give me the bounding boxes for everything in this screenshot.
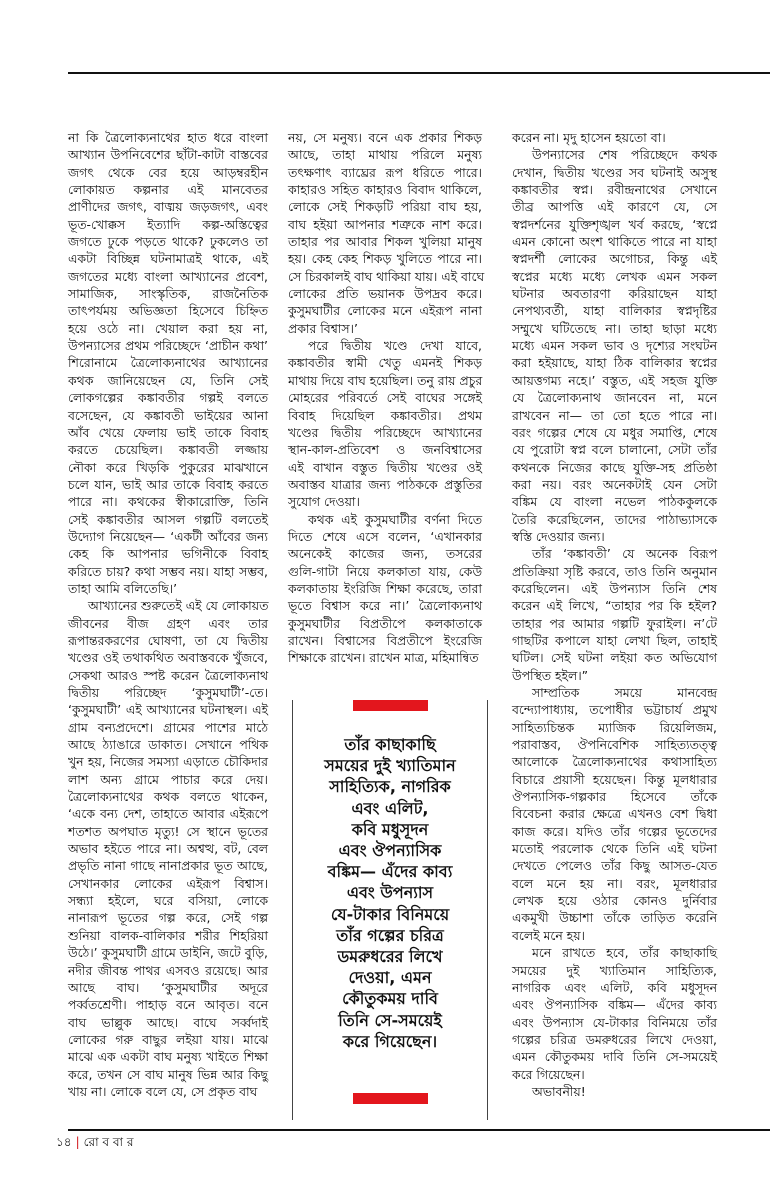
text-line: ঔপন্যাসিক-গল্পকার হিসেবে তাঁকে: [512, 789, 717, 805]
text-line: যে ত্রৈলোক্যনাথ জানবেন না, মনে: [512, 390, 717, 406]
text-line: খণ্ডের দ্বিতীয় পরিচ্ছেদে আখ্যানের: [288, 424, 482, 440]
text-line: কথক এই কুসুমঘাটীর বর্ণনা দিতে: [308, 511, 482, 527]
text-line: করা নয়। বরং অনেকটাই যেন সেটা: [512, 476, 717, 492]
pull-quote-line: ডমরুধরের লিখে: [337, 947, 443, 967]
text-line: স্বপ্নদর্শী লোকের অগোচর, কিন্তু এই: [512, 251, 717, 267]
text-line: পারে না। কথকের স্বীকারোক্তি, তিনি: [68, 494, 268, 510]
text-line: নাগরিক এবং এলিট, কবি মধুসূদন: [512, 979, 717, 995]
text-line: সুযোগ দেওয়া।: [288, 494, 360, 510]
text-line: হয়। কেহ কেহ শিকড় খুলিতে পারে না।: [288, 251, 482, 267]
text-line: রূপান্তরকরণের ঘোষণা, তা যে দ্বিতীয়: [68, 632, 268, 648]
text-line: এবং ঔপন্যাসিক বঙ্কিম— এঁদের কাব্য: [512, 997, 717, 1013]
pull-quote-line: তাঁর কাছাকাছি: [344, 735, 436, 754]
text-line: অভাব হইতে পারে না। অশ্বত্থ, বট, বেল: [68, 841, 268, 857]
pull-quote-bottom-bar: [353, 1093, 428, 1104]
text-line: বাঘ হইয়া আপনার শত্রুকে নাশ করে।: [288, 216, 482, 232]
pull-quote-line: এবং উপন্যাস: [346, 883, 434, 903]
text-line: সময়ের দুই খ্যাতিমান সাহিত্যিক,: [512, 962, 717, 978]
text-line: সাহিত্যচিন্তক ম্যাজিক রিয়েলিজম,: [512, 719, 717, 735]
text-line: দ্বিতীয় পরিচ্ছেদ ‘কুসুমঘাটী’-তে।: [68, 685, 268, 700]
text-line: স্বস্তি দেওয়ার জন্য।: [512, 528, 605, 544]
text-line: আছে ঠ্যাঙারে ডাকাত। সেখানে পথিক: [68, 737, 268, 753]
text-line: শুনিয়া বালক-বালিকার শরীর শিহরিয়া: [68, 927, 268, 943]
text-line: দেখতে পেলেও তাঁর কিছু আসত-যেত: [512, 858, 717, 874]
text-line: রাখবেন না— তা তো হতে পারে না।: [512, 407, 717, 423]
text-line: গ্রাম বন্যপ্রদেশে। গ্রামের পাশের মাঠে: [68, 719, 268, 735]
text-line: বিবেচনা করার ক্ষেত্রে এখনও বেশ দ্বিধা: [512, 806, 717, 822]
text-line: আখ্যানের শুরুতেই এই যে লোকায়ত: [88, 598, 269, 614]
paragraph: [288, 129, 485, 337]
text-line: কুসুমঘাটীর লোকের মনে এইরূপ নানা: [288, 303, 482, 319]
text-line: নদীর জীবন্ত পাথর এসবও রয়েছে। আর: [68, 962, 268, 978]
text-line: ঘটনার অবতারণা করিয়াছেন যাহা: [512, 286, 717, 302]
pull-quote-line: দেওয়া, এমন: [348, 968, 432, 988]
text-line: মনে রাখতে হবে, তাঁর কাছাকাছি: [532, 945, 717, 961]
text-line: ভূত-খোক্কস ইত্যাদি কল্প-অস্তিত্বের: [68, 216, 268, 232]
text-line: করা হইয়াছে, যাহা ঠিক বালিকার স্বপ্নের: [512, 355, 717, 371]
text-line: বরং গল্পের শেষে যে মধুর সমাপ্তি, শেষে: [512, 424, 717, 440]
text-line: করেছিলেন। এই উপন্যাস তিনি শেষ: [512, 580, 717, 596]
pull-quote-line: করে গিয়েছেন।: [342, 1031, 438, 1051]
paragraph: [512, 129, 717, 146]
text-line: মাঝে এক একটা বাঘ মনুষ্য খাইতে শিক্ষা: [68, 1049, 268, 1065]
text-line: কুসুমঘাটীর বিপ্রতীপে কলকাতাকে: [288, 615, 482, 631]
text-line: একটা বিচ্ছিন্ন ঘটনামাত্রই থাকে, এই: [68, 251, 268, 267]
text-line: পরে দ্বিতীয় খণ্ডে দেখা যাবে,: [308, 338, 482, 354]
text-line: স্বপ্নদর্শনের যুক্তিশৃঙ্খল খর্ব করছে, ‘স্বপ্নে: [512, 216, 717, 232]
text-line: সাম্প্রতিক সময়ে মানবেন্দ্র: [532, 685, 717, 700]
text-line: প্রকার বিশ্বাস।’: [288, 320, 358, 336]
text-line: উপন্যাসের শেষ পরিচ্ছেদে কথক: [532, 147, 717, 163]
text-line: ‘একে বন্য দেশ, তাহাতে আবার এইরূপে: [68, 806, 268, 822]
text-line: আলোকে ত্রৈলোক্যনাথের কথাসাহিত্য: [512, 754, 717, 770]
paragraph: [512, 146, 717, 545]
text-line: প্রভৃতি নানা গাছে নানাপ্রকার ভূত আছে,: [68, 858, 268, 874]
pull-quote-line: যে-টাকার বিনিময়ে: [330, 904, 450, 924]
text-line: লাশ অন্য গ্রামে পাচার করে দেয়।: [68, 771, 268, 787]
text-line: সেখানকার লোকের এইরূপ বিশ্বাস।: [68, 875, 268, 891]
text-line: করে গিয়েছেন।: [512, 1066, 585, 1082]
pull-quote-line: সময়ের দুই খ্যাতিমান: [324, 756, 456, 776]
publication-name: রো ব বা র: [83, 1135, 134, 1149]
pull-quote-box: [292, 700, 488, 1120]
text-column-3: [512, 129, 717, 1100]
pull-quote-top-bar: [353, 700, 428, 711]
text-line: দেখান, দ্বিতীয় খণ্ডের সব ঘটনাই অসুস্থ: [512, 164, 717, 180]
text-line: লোকগল্পের কঙ্কাবতীর গল্পই বলতে: [68, 390, 268, 406]
text-line: একমুখী উচ্চাশা তাঁকে তাড়িত করেনি: [512, 910, 717, 926]
text-line: মোহরের পরিবর্তে সেই বাঘের সঙ্গেই: [288, 390, 482, 406]
text-line: বাঘ ভাল্লুক আছে। বাঘে সর্ব্বদাই: [68, 1014, 268, 1030]
text-line: সন্ধ্যা হইলে, ঘরে বসিয়া, লোকে: [68, 893, 268, 909]
text-line: আখ্যান উপনিবেশের ছাঁটা-কাটা বাস্তবের: [68, 147, 268, 163]
text-line: করেন না। মৃদু হাসেন হয়তো বা।: [512, 130, 666, 145]
paragraph: [512, 545, 717, 684]
text-line: রাখেন। বিশ্বাসের বিপ্রতীপে ইংরেজি: [288, 632, 482, 648]
text-line: করে, তখন সে বাঘ মানুষ ভিন্ন আর কিছু: [68, 1066, 268, 1082]
text-line: অভাবনীয়!: [532, 1083, 586, 1099]
text-line: গুলি-গাটা নিয়ে কলকাতা যায়, কেউ: [288, 563, 482, 579]
text-line: যে পুরোটা স্বপ্ন বলে চালানো, সেটা তাঁর: [512, 442, 717, 458]
text-line: কঙ্কাবতীর স্বামী খেতু এমনই শিকড়: [288, 355, 482, 371]
text-line: দিতে শেষে এসে বলেন, ‘এখানকার: [288, 528, 482, 544]
text-line: বঙ্কিম যে বাংলা নভেল পাঠককুলকে: [512, 494, 717, 510]
text-line: নেপথ্যবর্তী, যাহা বালিকার স্বপ্নদৃষ্টির: [512, 303, 717, 319]
text-line: তাহার পর আমার গল্পটি ফুরাইল। ন’টে: [512, 615, 717, 631]
text-line: খুন হয়, নিজের সমস্যা এড়াতে চৌকিদার: [68, 754, 268, 770]
header-rule: [68, 72, 770, 74]
text-line: স্থান-কাল-প্রতিবেশ ও জনবিশ্বাসের: [288, 442, 482, 458]
text-line: জগৎ থেকে বের হয়ে আড়ম্বরহীন: [68, 164, 268, 180]
text-line: লোকে সেই শিকড়টি পরিয়া বাঘ হয়,: [288, 199, 482, 215]
text-line: সামাজিক, সাংস্কৃতিক, রাজনৈতিক: [68, 286, 268, 302]
footer-separator: |: [75, 1135, 80, 1149]
footer-rule: [68, 1129, 770, 1131]
text-line: আছে বাঘ। ‘কুসুমঘাটীর অদূরে: [68, 979, 268, 995]
text-line: প্রাণীদের জগৎ, বাঙ্ময় জড়জগৎ, এবং: [68, 199, 268, 215]
text-line: সেই কঙ্কাবতীর আসল গল্পটি বলতেই: [68, 511, 268, 527]
text-line: এই বাখান বস্তুত দ্বিতীয় খণ্ডের ওই: [288, 459, 482, 475]
text-line: লেখক হয়ে ওঠার কোনও দুর্নিবার: [512, 893, 717, 909]
text-line: গাছটির কপালে যাহা লেখা ছিল, তাহাই: [512, 632, 717, 648]
text-line: স্বপ্নের মধ্যে মধ্যে লেখক এমন সকল: [512, 268, 717, 284]
pull-quote-text: [293, 734, 487, 1052]
text-column-2: [288, 129, 485, 667]
text-line: তাহার পর আবার শিকল খুলিয়া মানুষ: [288, 234, 482, 250]
text-line: মধ্যে এমন সকল ভাব ও দৃশ্যের সংঘটন: [512, 338, 717, 354]
text-line: ত্রৈলোক্যনাথের কথক বলতে থাকেন,: [68, 789, 268, 805]
text-line: উদ্যোগ নিয়েছেন— ‘একটী আঁবের জন্য: [68, 528, 268, 544]
text-line: শিক্ষাকে রাখেন। রাখেন মাত্র, মহিমান্বিত: [288, 650, 479, 666]
pull-quote-line: কবি মধুসূদন: [351, 819, 429, 839]
text-line: কঙ্কাবতীর স্বপ্ন। রবীন্দ্রনাথের সেখানে: [512, 182, 717, 198]
text-line: বসেছেন, যে কঙ্কাবতী ভাইয়ের আনা: [68, 407, 268, 423]
text-line: হয়ে ওঠে না। খেয়াল করা হয় না,: [68, 320, 268, 336]
text-line: করিতে চায়? কথা সম্ভব নয়। যাহা সম্ভব,: [68, 563, 268, 579]
text-line: এমন কোনো অংশ থাকিতে পারে না যাহা: [512, 234, 717, 250]
text-line: খায় না। লোকে বলে যে, সে প্রকৃত বাঘ: [68, 1083, 258, 1099]
text-line: কথনকে নিজের কাছে যুক্তি-সহ প্রতিষ্ঠা: [512, 459, 717, 475]
text-line: কলকাতায় ইংরিজি শিক্ষা করেছে, তারা: [288, 580, 482, 596]
text-line: কথক জানিয়েছেন যে, তিনি সেই: [68, 372, 268, 388]
pull-quote-line: তাঁর গল্পের চরিত্র: [336, 925, 444, 945]
text-line: ঘটিল। সেই ঘটনা লইয়া কত অভিযোগ: [512, 650, 717, 666]
text-line: জগতের মধ্যে বাংলা আখ্যানের প্রবেশ,: [68, 268, 268, 284]
text-line: বলে মনে হয় না। বরং, মূলধারার: [512, 875, 717, 891]
text-line: আয়ত্তগম্য নহে।’ বস্তুত, এই সহজ যুক্তি: [512, 372, 717, 388]
text-line: সে চিরকালই বাঘ থাকিয়া যায়। এই বাঘে: [288, 268, 485, 284]
pull-quote-line: এবং এলিট,: [351, 798, 429, 818]
text-line: কাজ করে। যদিও তাঁর গল্পের ভূতেদের: [512, 823, 717, 839]
text-line: জীবনের বীজ গ্রহণ এবং তার: [68, 615, 268, 631]
pull-quote-line: সাহিত্যিক, নাগরিক: [329, 777, 451, 797]
text-line: চলে যান, ভাই আর তাকে বিবাহ করতে: [68, 476, 268, 492]
text-line: শতশত অপঘাত মৃত্যু! সে স্থানে ভূতের: [68, 823, 268, 839]
text-line: তাৎপর্যময় অভিজ্ঞতা হিসেবে চিহ্নিত: [68, 303, 268, 319]
page-number: ১৪: [56, 1135, 72, 1149]
text-line: পরাবাস্তব, ঔপনিবেশিক সাহিত্যতত্ত্ব: [512, 737, 717, 753]
text-line: তৎক্ষণাৎ ব্যাঘ্রের রূপ ধরিতে পারে।: [288, 164, 482, 180]
text-line: বিবাহ দিয়েছিল কঙ্কাবতীর। প্রথম: [288, 407, 482, 423]
text-line: অনেকেই কাজের জন্য, তসরের: [288, 546, 482, 562]
text-line: করতে চেয়েছিল। কঙ্কাবতী লজ্জায়: [68, 442, 268, 458]
text-line: জগতে ঢুকে পড়তে থাকে? ঢুকলেও তা: [68, 234, 268, 250]
text-line: কাহারও সহিত কাহারও বিবাদ থাকিলে,: [288, 182, 482, 198]
paragraph: [512, 684, 717, 944]
text-line: উঠে।’ কুসুমঘাটী গ্রামে ডাইনি, জটে বুড়ি,: [68, 945, 268, 961]
pull-quote-line: এবং ঔপন্যাসিক: [338, 841, 442, 861]
text-line: তৈরি করেছিলেন, তাদের পাঠাভ্যাসকে: [512, 511, 717, 527]
text-line: বন্দ্যোপাধ্যায়, তপোধীর ভট্টাচার্য প্রমুখ: [512, 702, 717, 718]
text-line: ‘কুসুমঘাটী’ এই আখ্যানের ঘটনাস্থল। এই: [68, 702, 268, 718]
text-line: সেকথা আরও স্পষ্ট করেন ত্রৈলোক্যনাথ: [68, 667, 268, 683]
text-line: ভূতে বিশ্বাস করে না।’ ত্রৈলোক্যনাথ: [288, 598, 482, 614]
paragraph: [288, 337, 482, 510]
text-line: বলেই মনে হয়।: [512, 927, 585, 943]
text-line: অবাস্তব যাত্রার জন্য পাঠককে প্রস্তুতির: [288, 476, 482, 492]
text-line: লোকের গরু বাছুর লইয়া যায়। মাঝে: [68, 1031, 268, 1047]
text-line: আঁব খেয়ে ফেলায় ভাই তাকে বিবাহ: [68, 424, 268, 440]
paragraph: [288, 511, 482, 667]
text-line: কেহ কি আপনার ভগিনীকে বিবাহ: [68, 546, 268, 562]
text-line: লোকায়ত কল্পনার এই মানবেতর: [68, 182, 268, 198]
text-line: মাথায় দিয়ে বাঘ হয়েছিল। তনু রায় প্রচুর: [288, 372, 483, 388]
text-line: শিরোনামে ত্রৈলোক্যনাথের আখ্যানের: [68, 355, 268, 371]
text-line: নয়, সে মনুষ্য। বনে এক প্রকার শিকড়: [288, 130, 482, 145]
page-footer: [56, 1134, 133, 1154]
pull-quote-line: কৌতুকময় দাবি: [342, 989, 438, 1009]
text-line: উপস্থিত হইল।”: [512, 667, 589, 683]
text-line: লোকের প্রতি ভয়ানক উপদ্রব করে।: [288, 286, 482, 302]
text-line: প্রতিক্রিয়া সৃষ্টি করবে, তাও তিনি অনুমান: [512, 563, 717, 579]
text-line: এবং উপন্যাস যে-টাকার বিনিময়ে তাঁর: [512, 1014, 717, 1030]
text-line: তাহা আমি বলিতেছি।’: [68, 580, 178, 596]
paragraph: [68, 597, 268, 1100]
text-line: মতোই পরলোক থেকে তিনি এই ঘটনা: [512, 841, 717, 857]
text-line: খণ্ডের ওই তথাকথিত অবাস্তবকে খুঁজবে,: [68, 650, 268, 666]
text-line: নৌকা করে খিড়কি পুকুরের মাঝখানে: [68, 459, 268, 475]
text-line: নানারূপ ভূতের গল্প করে, সেই গল্প: [68, 910, 268, 926]
paragraph: [68, 129, 268, 597]
text-line: করেন এই লিখে, “তাহার পর কি হইল?: [512, 598, 717, 614]
text-line: সম্মুখে ঘটিতেছে না। তাহা ছাড়া মধ্যে: [512, 320, 717, 336]
text-line: গল্পের চরিত্র ডমরুধরের লিখে দেওয়া,: [512, 1031, 717, 1047]
text-line: এমন কৌতুকময় দাবি তিনি সে-সময়েই: [512, 1049, 717, 1065]
text-line: তীব্র আপত্তি এই কারণে যে, সে: [512, 199, 717, 215]
text-line: তাঁর ‘কঙ্কাবতী’ যে অনেক বিরূপ: [532, 546, 717, 562]
text-column-1: [68, 129, 268, 1100]
pull-quote-line: তিনি সে-সময়েই: [338, 1010, 442, 1030]
text-line: পর্ব্বতশ্রেণী। পাহাড় বনে আবৃত। বনে: [68, 997, 268, 1013]
text-line: আছে, তাহা মাথায় পরিলে মনুষ্য: [288, 147, 482, 163]
paragraph: [512, 1083, 717, 1100]
pull-quote-line: বঙ্কিম— এঁদের কাব্য: [327, 862, 453, 882]
text-line: বিচারে প্রয়াসী হয়েছেন। কিন্তু মূলধারার: [512, 771, 717, 787]
paragraph: [512, 944, 717, 1083]
text-line: না কি ত্রৈলোক্যনাথের হাত ধরে বাংলা: [68, 130, 268, 145]
text-line: উপন্যাসের প্রথম পরিচ্ছেদে ‘প্রাচীন কথা’: [68, 338, 268, 354]
